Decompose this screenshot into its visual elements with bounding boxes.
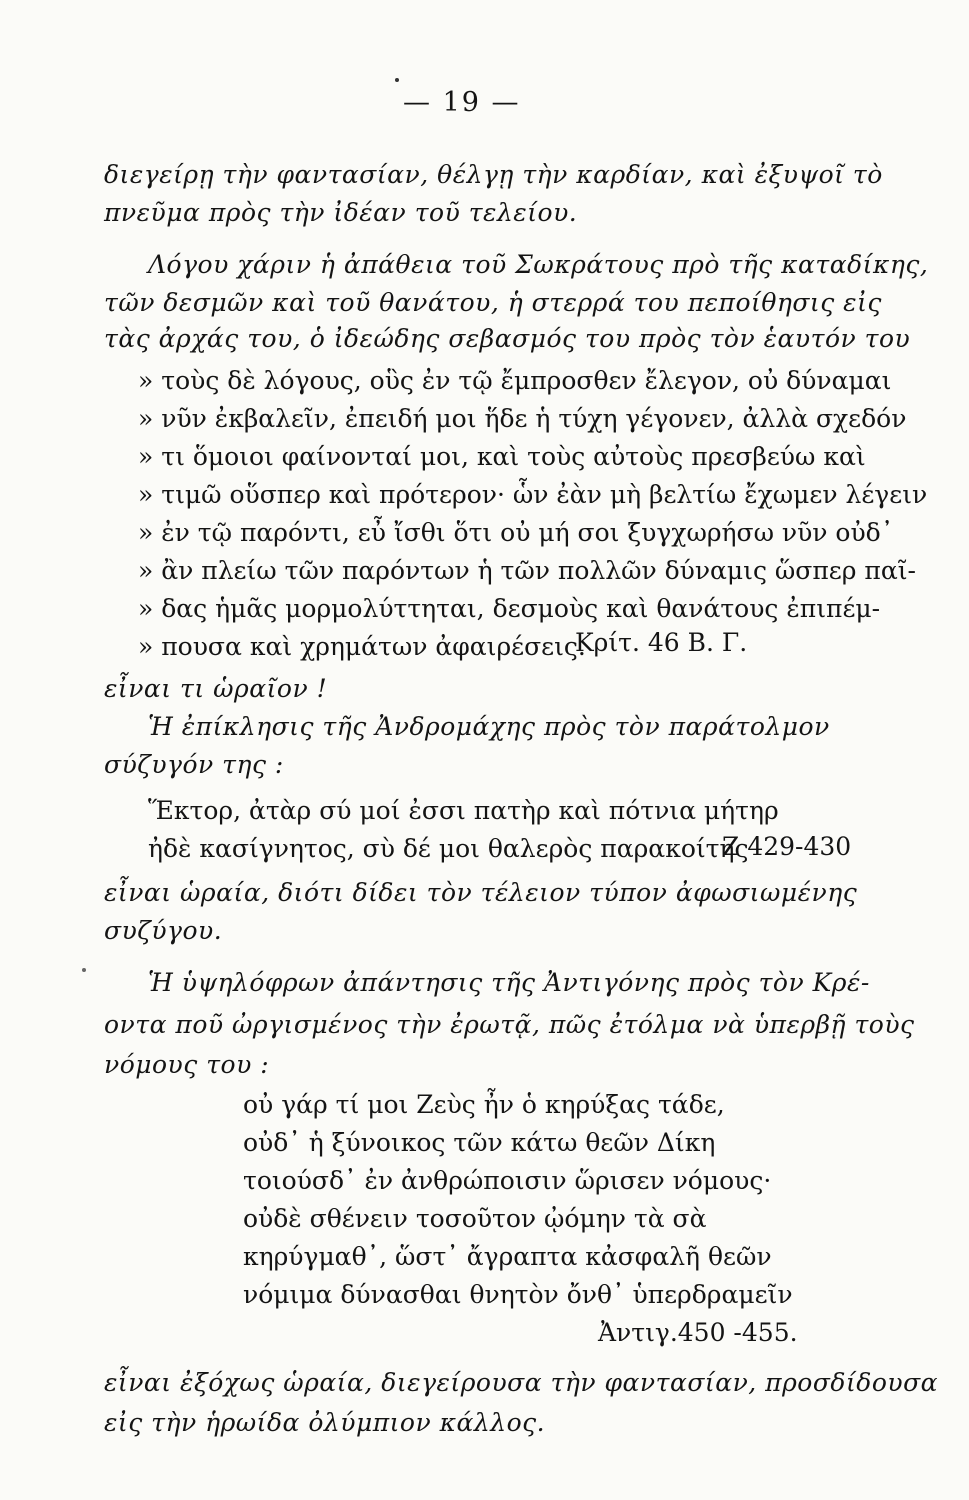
- text-line: νόμους του :: [104, 1050, 270, 1079]
- quote-line: » ἂν πλείω τῶν παρόντων ἡ τῶν πολλῶν δύναμις ὥσπερ παῖ-: [138, 556, 916, 585]
- print-speck: [82, 968, 86, 972]
- text-line: εἶναι ὡραία, διότι δίδει τὸν τέλειον τύπον ἀφωσιωμένης: [104, 878, 858, 907]
- text-line: εἶναι τι ὡραῖον !: [104, 674, 328, 703]
- text-line: Ἡ ἐπίκλησις τῆς Ἀνδρομάχης πρὸς τὸν παράτολμον: [148, 712, 830, 741]
- quote-line: » ἐν τῷ παρόντι, εὖ ἴσθι ὅτι οὐ μή σοι ξυγχωρήσω νῦν οὐδ᾽: [138, 518, 894, 547]
- verse-line: οὐδ᾽ ἡ ξύνοικος τῶν κάτω θεῶν Δίκη: [243, 1128, 716, 1157]
- citation-reference: Ἀντιγ.450 -455.: [598, 1318, 798, 1347]
- verse-line: κηρύγμαθ᾽, ὥστ᾽ ἄγραπτα κἀσφαλῆ θεῶν: [243, 1242, 772, 1271]
- text-line: εἶναι ἐξόχως ὡραία, διεγείρουσα τὴν φαντασίαν, προσδίδουσα: [104, 1368, 939, 1397]
- verse-line: τοιούσδ᾽ ἐν ἀνθρώποισιν ὥρισεν νόμους·: [243, 1166, 772, 1195]
- citation-reference: Ζ 429-430: [722, 832, 852, 861]
- verse-line: νόμιμα δύνασθαι θνητὸν ὄνθ᾽ ὑπερδραμεῖν: [243, 1280, 793, 1309]
- quote-line: » νῦν ἐκβαλεῖν, ἐπειδή μοι ἥδε ἡ τύχη γέγονεν, ἀλλὰ σχεδόν: [138, 404, 907, 433]
- verse-line: οὐ γάρ τί μοι Ζεὺς ἦν ὁ κηρύξας τάδε,: [243, 1090, 725, 1119]
- quote-line: » πουσα καὶ χρημάτων ἀφαιρέσεις.: [138, 632, 586, 661]
- text-line: εἰς τὴν ἡρωίδα ὀλύμπιον κάλλος.: [104, 1408, 546, 1437]
- verse-line: οὐδὲ σθένειν τοσοῦτον ᾠόμην τὰ σὰ: [243, 1204, 707, 1233]
- quote-line: ἠδὲ κασίγνητος, σὺ δέ μοι θαλερὸς παρακοίτης: [148, 834, 749, 863]
- quote-line: » τοὺς δὲ λόγους, οὓς ἐν τῷ ἔμπροσθεν ἔλεγον, οὐ δύναμαι: [138, 366, 892, 395]
- print-speck: [395, 78, 399, 82]
- text-line: Λόγου χάριν ἡ ἀπάθεια τοῦ Σωκράτους πρὸ τῆς καταδίκης,: [148, 250, 929, 279]
- quote-line: » τι ὅμοιοι φαίνονταί μοι, καὶ τοὺς αὐτοὺς πρεσβεύω καὶ: [138, 442, 866, 471]
- text-line: Ἡ ὑψηλόφρων ἀπάντησις τῆς Ἀντιγόνης πρὸς τὸν Κρέ-: [148, 968, 870, 997]
- text-line: τὰς ἀρχάς του, ὁ ἰδεώδης σεβασμός του πρὸς τὸν ἑαυτόν του: [104, 324, 911, 353]
- text-line: πνεῦμα πρὸς τὴν ἰδέαν τοῦ τελείου.: [104, 198, 578, 227]
- text-line: οντα ποῦ ὠργισμένος τὴν ἐρωτᾷ, πῶς ἐτόλμα νὰ ὑπερβῇ τοὺς: [104, 1010, 915, 1039]
- text-line: σύζυγόν της :: [104, 750, 284, 779]
- quote-line: » δας ἡμᾶς μορμολύττηται, δεσμοὺς καὶ θανάτους ἐπιπέμ-: [138, 594, 881, 623]
- text-line: διεγείρῃ τὴν φαντασίαν, θέλγῃ τὴν καρδίαν, καὶ ἐξυψοῖ τὸ: [104, 160, 883, 189]
- text-line: τῶν δεσμῶν καὶ τοῦ θανάτου, ἡ στερρά του πεποίθησις εἰς: [104, 288, 882, 317]
- citation-reference: Κρίτ. 46 Β. Γ.: [575, 628, 748, 657]
- quote-line: » τιμῶ οὕσπερ καὶ πρότερον· ὧν ἐὰν μὴ βελτίω ἔχωμεν λέγειν: [138, 480, 928, 509]
- quote-line: Ἕκτορ, ἀτὰρ σύ μοί ἐσσι πατὴρ καὶ πότνια μήτηρ: [148, 796, 779, 825]
- page-number: — 19 —: [403, 87, 521, 118]
- text-line: συζύγου.: [104, 916, 223, 945]
